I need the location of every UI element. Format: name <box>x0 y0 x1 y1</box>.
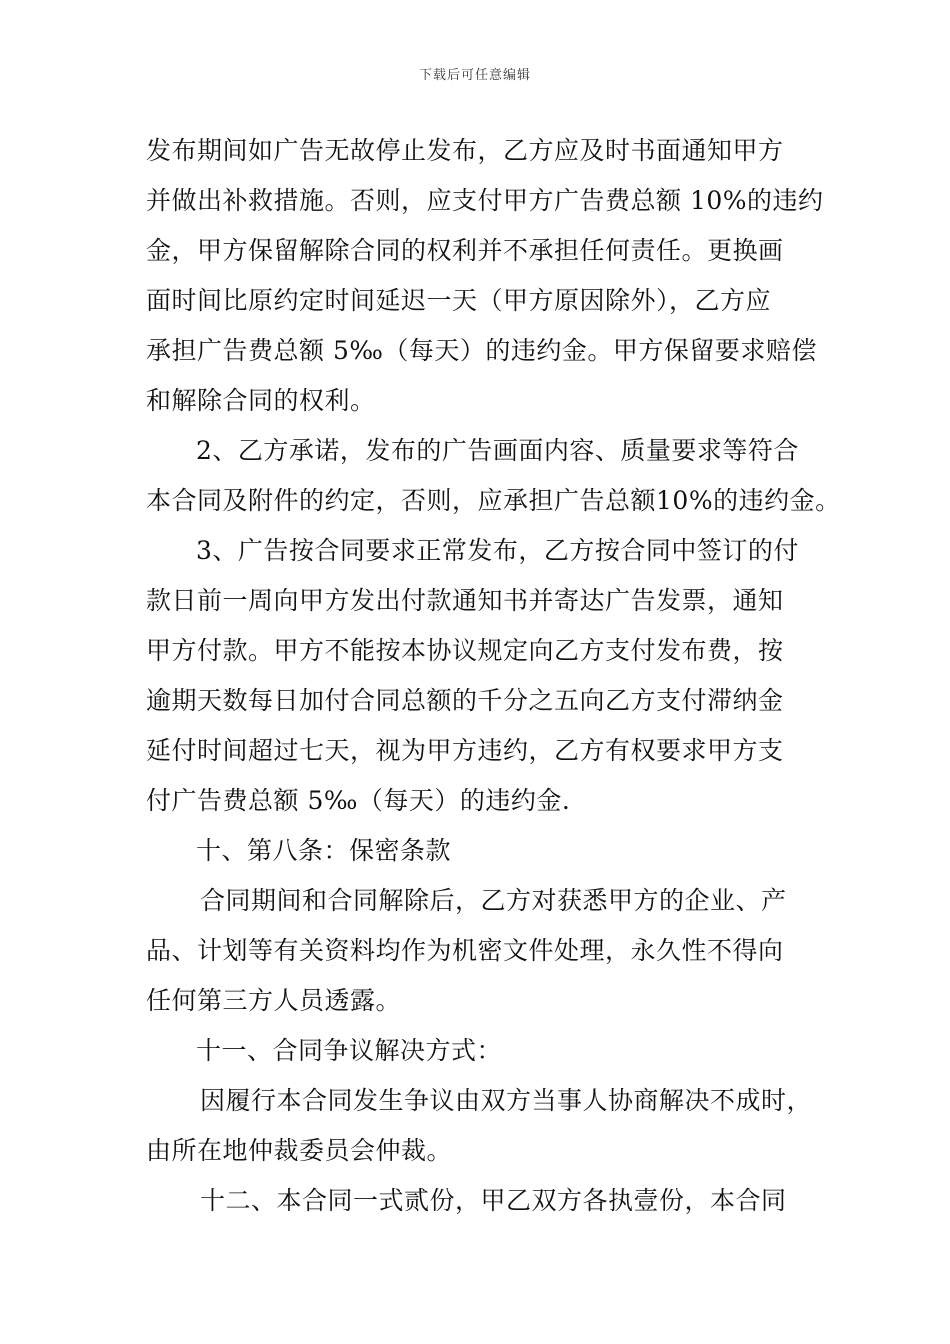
paragraph-line: 并做出补救措施。否则，应支付甲方广告费总额 10%的违约 <box>146 186 824 215</box>
section-heading-confidentiality: 十、第八条：保密条款 <box>196 836 452 865</box>
page-header: 下载后可任意编辑 <box>418 68 531 83</box>
paragraph-line: 因履行本合同发生争议由双方当事人协商解决不成时， <box>200 1086 813 1115</box>
paragraph-line: 品、计划等有关资料均作为机密文件处理，永久性不得向 <box>146 936 784 965</box>
section-heading-copies: 十二、本合同一式贰份，甲乙双方各执壹份，本合同 <box>200 1186 787 1215</box>
paragraph-line: 由所在地仲裁委员会仲裁。 <box>146 1136 453 1165</box>
document-body <box>146 126 841 1226</box>
paragraph-line: 合同期间和合同解除后，乙方对获悉甲方的企业、产 <box>200 886 787 915</box>
paragraph-line: 和解除合同的权利。 <box>146 386 376 415</box>
paragraph-line: 任何第三方人员透露。 <box>146 986 402 1015</box>
section-heading-dispute: 十一、合同争议解决方式： <box>196 1036 503 1065</box>
paragraph-line: 发布期间如广告无故停止发布，乙方应及时书面通知甲方 <box>146 136 784 165</box>
clause-2-line: 2、乙方承诺，发布的广告画面内容、质量要求等符合 <box>196 436 799 465</box>
paragraph-line: 面时间比原约定时间延迟一天（甲方原因除外），乙方应 <box>146 286 772 315</box>
paragraph-line: 逾期天数每日加付合同总额的千分之五向乙方支付滞纳金 <box>146 686 784 715</box>
paragraph-line: 承担广告费总额 5‰（每天）的违约金。甲方保留要求赔偿 <box>146 336 817 365</box>
paragraph-line: 甲方付款。甲方不能按本协议规定向乙方支付发布费，按 <box>146 636 784 665</box>
paragraph-line: 本合同及附件的约定，否则，应承担广告总额10%的违约金。 <box>146 486 841 515</box>
paragraph-line: 款日前一周向甲方发出付款通知书并寄达广告发票，通知 <box>146 586 784 615</box>
paragraph-line: 付广告费总额 5‰（每天）的违约金. <box>146 786 571 815</box>
paragraph-line: 延付时间超过七天，视为甲方违约，乙方有权要求甲方支 <box>146 736 784 765</box>
paragraph-line: 金，甲方保留解除合同的权利并不承担任何责任。更换画 <box>146 236 784 265</box>
clause-3-line: 3、广告按合同要求正常发布，乙方按合同中签订的付 <box>196 536 799 565</box>
